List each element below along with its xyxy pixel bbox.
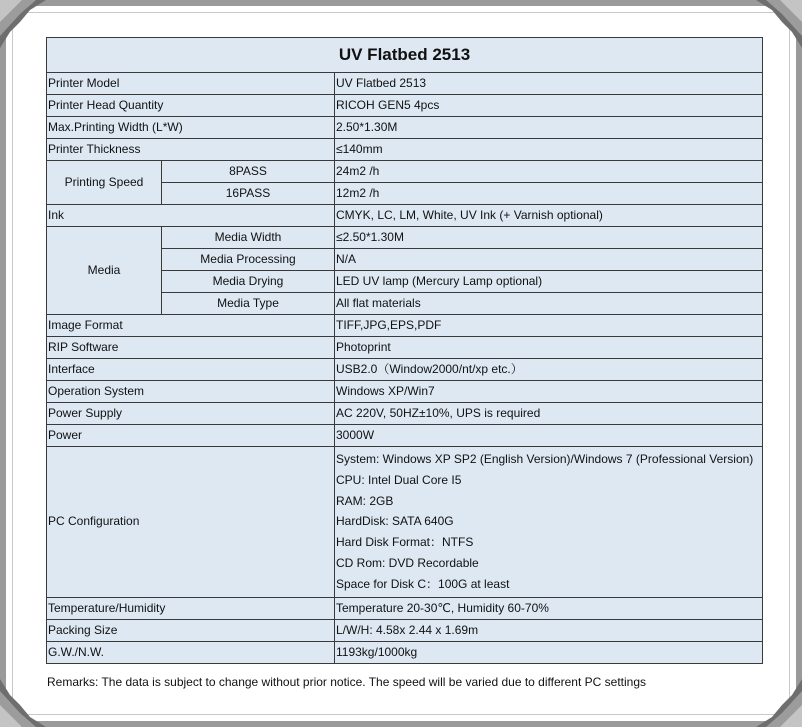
row-value: 24m2 /h: [335, 161, 763, 183]
row-value: All flat materials: [335, 293, 763, 315]
remarks-note: Remarks: The data is subject to change without prior notice. The speed will be varied due to different PC settings: [47, 675, 646, 689]
row-value: RICOH GEN5 4pcs: [335, 95, 763, 117]
row-label: G.W./N.W.: [47, 641, 335, 663]
row-value: ≤140mm: [335, 139, 763, 161]
row-label: Printer Model: [47, 73, 335, 95]
row-value: 1193kg/1000kg: [335, 641, 763, 663]
row-value: Temperature 20-30℃, Humidity 60-70%: [335, 597, 763, 619]
sub-label: Media Width: [162, 227, 335, 249]
row-label: PC Configuration: [47, 447, 335, 598]
row-value: AC 220V, 50HZ±10%, UPS is required: [335, 403, 763, 425]
spec-table: [46, 37, 763, 664]
row-label: Power: [47, 425, 335, 447]
row-value: Photoprint: [335, 337, 763, 359]
row-label: Operation System: [47, 381, 335, 403]
group-label-printing-speed: Printing Speed: [47, 161, 162, 205]
title-row: [47, 38, 763, 73]
row-value: TIFF,JPG,EPS,PDF: [335, 315, 763, 337]
row-label: Packing Size: [47, 619, 335, 641]
table-row: [47, 619, 763, 641]
pc-config-line: Hard Disk Format：NTFS: [336, 535, 474, 550]
sub-label: Media Processing: [162, 249, 335, 271]
row-label: Ink: [47, 205, 335, 227]
table-row: [47, 403, 763, 425]
table-row: [47, 205, 763, 227]
table-row: [47, 359, 763, 381]
group-label-media: Media: [47, 227, 162, 315]
table-row: [47, 161, 763, 183]
table-title: UV Flatbed 2513: [47, 38, 763, 73]
table-row: [47, 95, 763, 117]
row-label: Temperature/Humidity: [47, 597, 335, 619]
row-value: USB2.0（Window2000/nt/xp etc.）: [335, 359, 763, 381]
table-row: [47, 337, 763, 359]
sub-label: Media Type: [162, 293, 335, 315]
row-label: Max.Printing Width (L*W): [47, 117, 335, 139]
corner-ornament-icon: [742, 667, 802, 727]
row-value: LED UV lamp (Mercury Lamp optional): [335, 271, 763, 293]
pc-config-line: System: Windows XP SP2 (English Version)/Windows 7 (Professional Version): [336, 452, 754, 466]
pc-config-line: CPU: Intel Dual Core I5: [336, 472, 462, 487]
table-row: [47, 425, 763, 447]
row-value: N/A: [335, 249, 763, 271]
table-row: [47, 447, 763, 598]
row-label: Power Supply: [47, 403, 335, 425]
pc-config-line: Space for Disk C：100G at least: [336, 576, 510, 591]
pc-config-line: RAM: 2GB: [336, 493, 394, 508]
row-label: Interface: [47, 359, 335, 381]
row-label: RIP Software: [47, 337, 335, 359]
row-value: ≤2.50*1.30M: [335, 227, 763, 249]
pc-config-line: HardDisk: SATA 640G: [336, 514, 454, 529]
row-value: 12m2 /h: [335, 183, 763, 205]
table-row: [47, 139, 763, 161]
row-value: UV Flatbed 2513: [335, 73, 763, 95]
table-row: [47, 597, 763, 619]
pc-config-line: CD Rom: DVD Recordable: [336, 555, 479, 570]
table-row: [47, 381, 763, 403]
row-value: 3000W: [335, 425, 763, 447]
sub-label: 16PASS: [162, 183, 335, 205]
pc-config-values: [335, 447, 763, 598]
table-row: [47, 315, 763, 337]
sub-label: 8PASS: [162, 161, 335, 183]
row-label: Printer Head Quantity: [47, 95, 335, 117]
table-row: [47, 641, 763, 663]
table-row: [47, 227, 763, 249]
table-row: [47, 73, 763, 95]
row-value: Windows XP/Win7: [335, 381, 763, 403]
row-value: L/W/H: 4.58x 2.44 x 1.69m: [335, 619, 763, 641]
row-label: Image Format: [47, 315, 335, 337]
sub-label: Media Drying: [162, 271, 335, 293]
table-row: [47, 117, 763, 139]
row-value: CMYK, LC, LM, White, UV Ink (+ Varnish optional): [335, 205, 763, 227]
row-value: 2.50*1.30M: [335, 117, 763, 139]
row-label: Printer Thickness: [47, 139, 335, 161]
